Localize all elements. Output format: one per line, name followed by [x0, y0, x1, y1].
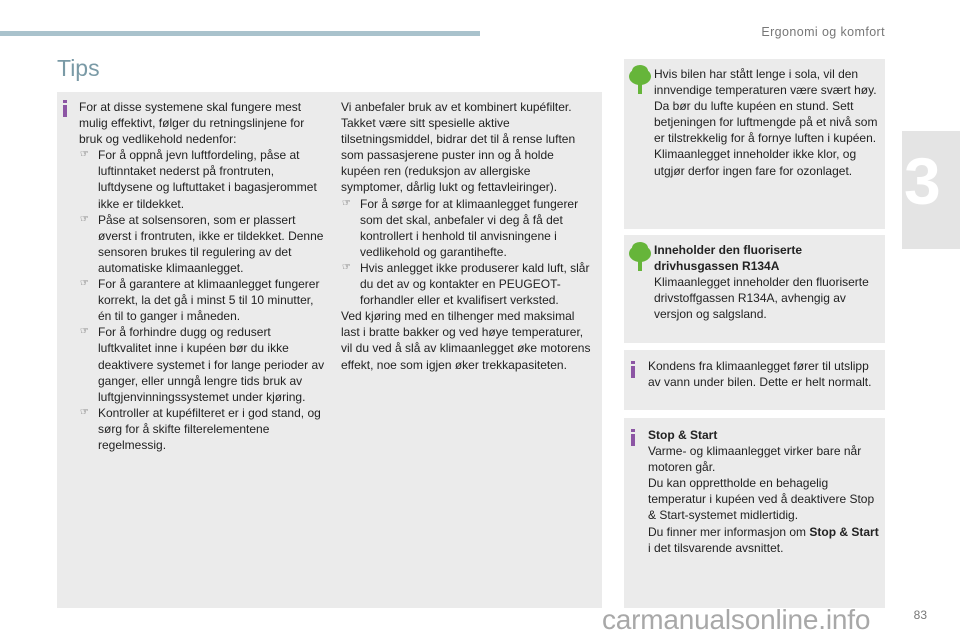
- tips-list-2: [341, 196, 593, 309]
- section-title: Ergonomi og komfort: [761, 25, 885, 39]
- stop-start-p2: Du kan opprettholde en behagelig temperatur i kupéen ved å deaktivere Stop & Start-systemet midlertidig.: [648, 476, 875, 523]
- list-item: ☞ For å oppnå jevn luftfordeling, påse at luftinntaket nederst på frontruten, luftdysene og luftuttaket i bagasjerommet ikke er tildekket.: [79, 147, 327, 211]
- eco-gas-body: Klimaanlegget inneholder den fluoriserte drivstoffgassen R134A, avhengig av versjon og salgsland.: [654, 275, 869, 322]
- stop-start-p1: Varme- og klimaanlegget virker bare når motoren går.: [648, 444, 862, 475]
- info-icon: [63, 100, 67, 117]
- chapter-tab: [902, 131, 960, 249]
- list-item: ☞ For å sørge for at klimaanlegget fungerer som det skal, anbefaler vi deg å få det kontrollert i henhold til anvisningene i vedlikehold og garantihefte.: [341, 196, 593, 260]
- tips-box: [57, 92, 602, 608]
- info-icon: [631, 429, 635, 446]
- tips-column-2: [341, 99, 593, 373]
- eco-box-sun: [624, 59, 885, 229]
- list-item: ☞ For å garantere at klimaanlegget fungerer korrekt, la det gå i minst 5 til 10 minutter, én til to ganger i måneden.: [79, 276, 327, 324]
- watermark: carmanualsonline.info: [602, 604, 871, 635]
- info-icon: [631, 361, 635, 378]
- tree-icon: [629, 245, 651, 271]
- tips-list-1: [79, 147, 327, 453]
- list-item: ☞ Påse at solsensoren, som er plassert øverst i frontruten, ikke er tildekket. Denne sensoren brukes til regulering av det automatiske klimaanlegget.: [79, 212, 327, 276]
- list-item: ☞ For å forhindre dugg og redusert luftkvalitet inne i kupéen bør du ikke deaktivere systemet i for lange perioder av ganger, eller unngå lengre tids bruk av luftgjenvinningssystemet under kjøring.: [79, 324, 327, 404]
- stop-start-p3-pre: Du finner mer informasjon om: [648, 524, 810, 539]
- eco-box-sun-text: [654, 66, 882, 179]
- stop-start-heading: Stop & Start: [648, 428, 718, 442]
- tree-icon: [629, 68, 651, 94]
- stop-start-p3: [648, 524, 882, 556]
- stop-start-text: [648, 427, 882, 556]
- tips-col2-outro: Ved kjøring med en tilhenger med maksimal last i bratte bakker og ved høye temperaturer, vil du ved å slå av klimaanlegget øke motorens effekt, noe som igjen øker trekkapasiteten.: [341, 309, 591, 372]
- chapter-number: 3: [904, 144, 941, 218]
- condensation-text: Kondens fra klimaanlegget fører til utslipp av vann under bilen. Dette er helt normalt.: [648, 359, 872, 390]
- page-number: 83: [913, 608, 927, 622]
- eco-sun-paragraph: Hvis bilen har stått lenge i sola, vil den innvendige temperaturen være svært høy. Da bør du lufte kupéen en stund. Sett betjeningen for luftmengde på et nivå som er tilstrekkelig for å fornye luften i kupéen.: [654, 67, 878, 146]
- info-box-condensation: [624, 350, 885, 410]
- stop-start-p3-bold: Stop & Start: [809, 524, 879, 539]
- eco-box-gas: [624, 235, 885, 343]
- info-box-stop-start: [624, 418, 885, 608]
- eco-gas-heading: Inneholder den fluoriserte drivhusgassen R134A: [654, 243, 803, 274]
- stop-start-p3-post: i det tilsvarende avsnittet.: [648, 540, 784, 555]
- tips-intro: For at disse systemene skal fungere mest mulig effektivt, følger du retningslinjene for bruk og vedlikehold nedenfor:: [79, 100, 305, 147]
- list-item: ☞ Kontroller at kupéfilteret er i god stand, og sørg for å skifte filterelementene regelmessig.: [79, 405, 327, 453]
- eco-chlorine-paragraph: Klimaanlegget inneholder ikke klor, og utgjør derfor ingen fare for ozonlaget.: [654, 147, 857, 178]
- list-item: ☞ Hvis anlegget ikke produserer kald luft, slår du det av og kontakter en PEUGEOT-forhandler eller et kvalifisert verksted.: [341, 260, 593, 308]
- tips-column-1: [79, 99, 327, 453]
- header-accent-bar: [0, 31, 480, 36]
- tips-col2-intro: Vi anbefaler bruk av et kombinert kupéfilter. Takket være sitt spesielle aktive tilsetningsmiddel, bidrar det til å rense luften som passasjerene puster inn og å holde kupéen ren (reduksjon av allergiske symptomer, dårlig lukt og fettavleiringer).: [341, 100, 576, 195]
- eco-box-gas-text: [654, 242, 882, 322]
- page-title: Tips: [57, 55, 100, 81]
